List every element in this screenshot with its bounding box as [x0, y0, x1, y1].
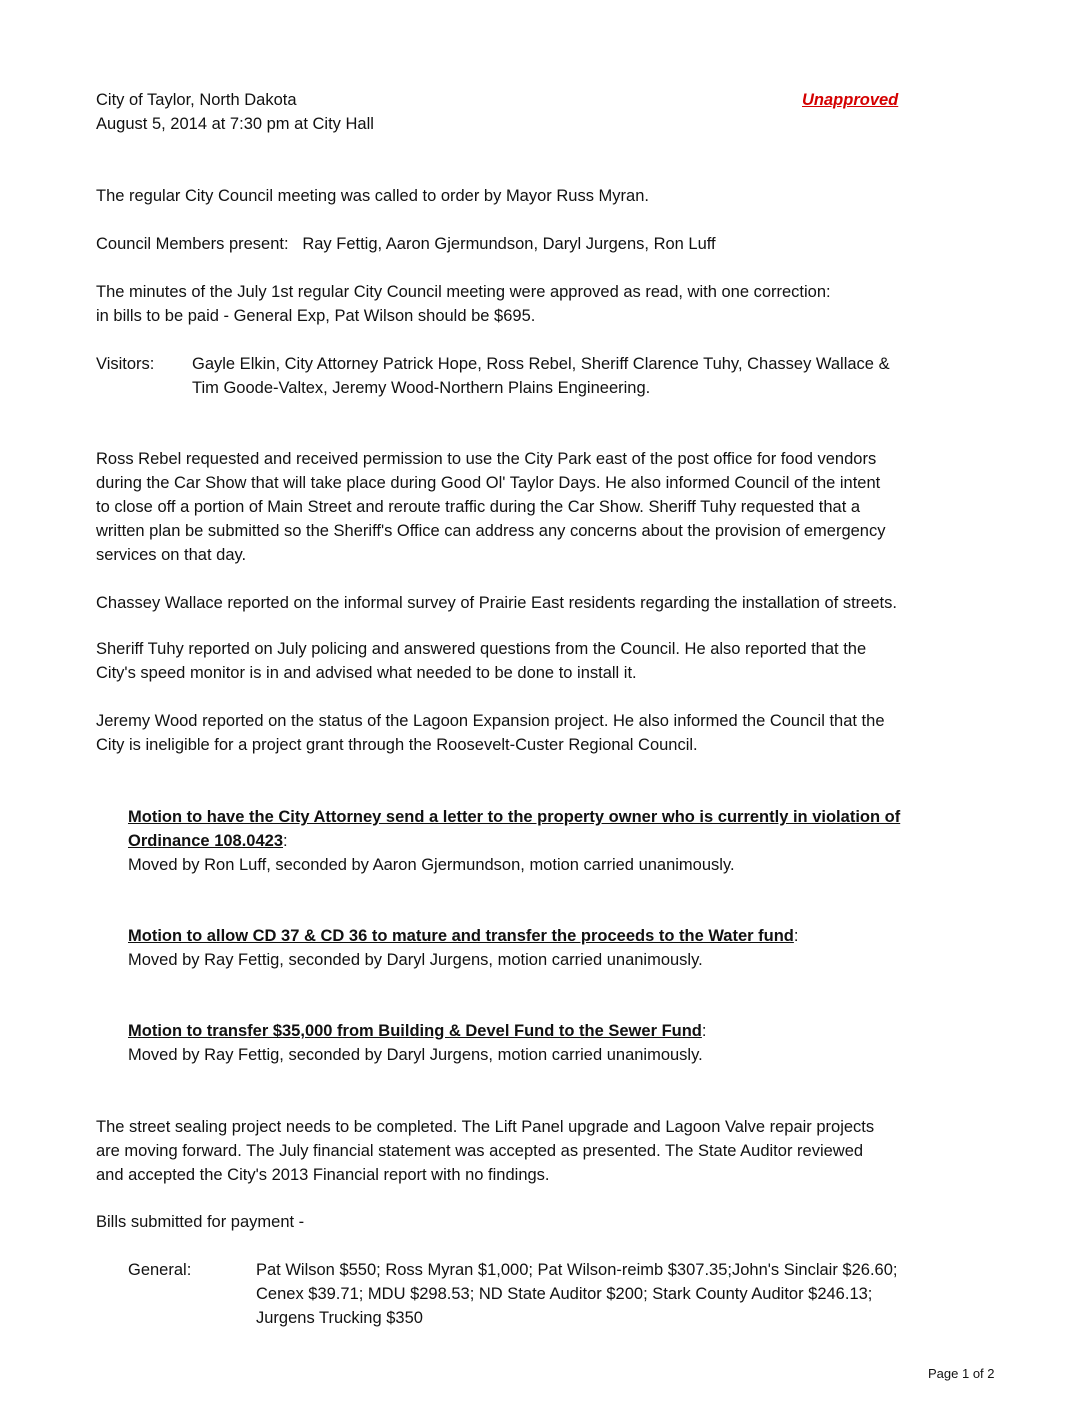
minutes-line: in bills to be paid - General Exp, Pat Wilson should be $695.	[96, 307, 536, 325]
rebel-paragraph	[96, 447, 885, 567]
paragraph-line: to close off a portion of Main Street and reroute traffic during the Car Show. Sheriff Tuhy requested that a	[96, 498, 861, 516]
bills-intro: Bills submitted for payment -	[96, 1213, 305, 1231]
bills-line: Cenex $39.71; MDU $298.53; ND State Auditor $200; Stark County Auditor $246.13;	[256, 1285, 873, 1303]
projects-paragraph	[96, 1115, 874, 1187]
paragraph-line: Ross Rebel requested and received permission to use the City Park east of the post office for food vendors	[96, 450, 877, 468]
status-badge: Unapproved	[802, 91, 899, 109]
bills-line: Pat Wilson $550; Ross Myran $1,000; Pat Wilson-reimb $307.35;John's Sinclair $26.60;	[256, 1261, 898, 1279]
paragraph-line: during the Car Show that will take place during Good Ol' Taylor Days. He also informed Council of the intent	[96, 474, 881, 492]
paragraph-line: and accepted the City's 2013 Financial report with no findings.	[96, 1166, 550, 1184]
visitors-line: Gayle Elkin, City Attorney Patrick Hope, Ross Rebel, Sheriff Clarence Tuhy, Chassey Wallace &	[192, 355, 890, 373]
bills-list	[256, 1258, 897, 1330]
motion-title: Motion to have the City Attorney send a letter to the property owner who is currently in violation of	[128, 808, 901, 826]
bills-label: General:	[128, 1261, 192, 1279]
bills-line: Jurgens Trucking $350	[256, 1309, 423, 1327]
paragraph-line: Sheriff Tuhy reported on July policing and answered questions from the Council. He also reported that the	[96, 640, 867, 658]
paragraph-line: The street sealing project needs to be completed. The Lift Panel upgrade and Lagoon Valve repair projects	[96, 1118, 875, 1136]
visitors-line: Tim Goode-Valtex, Jeremy Wood-Northern Plains Engineering.	[192, 379, 651, 397]
wallace-paragraph: Chassey Wallace reported on the informal survey of Prairie East residents regarding the installation of streets.	[96, 594, 897, 612]
motion-title: Ordinance 108.0423	[128, 832, 284, 850]
motion-detail: Moved by Ron Luff, seconded by Aaron Gjermundson, motion carried unanimously.	[128, 856, 735, 874]
call-to-order: The regular City Council meeting was called to order by Mayor Russ Myran.	[96, 187, 649, 205]
motion-title: Motion to transfer $35,000 from Building & Devel Fund to the Sewer Fund	[128, 1022, 702, 1040]
motion-colon: :	[283, 832, 288, 850]
paragraph-line: are moving forward. The July financial statement was accepted as presented. The State Auditor reviewed	[96, 1142, 864, 1160]
motion-2	[128, 924, 798, 972]
city-name: City of Taylor, North Dakota	[96, 91, 297, 109]
motion-3	[128, 1019, 706, 1067]
motion-colon: :	[701, 1022, 707, 1040]
motion-title: Motion to allow CD 37 & CD 36 to mature and transfer the proceeds to the Water fund	[128, 927, 794, 945]
meeting-date: August 5, 2014 at 7:30 pm at City Hall	[96, 115, 374, 133]
visitors-list	[192, 352, 890, 400]
members-present: Council Members present: Ray Fettig, Aaron Gjermundson, Daryl Jurgens, Ron Luff	[96, 235, 716, 253]
page-number: Page 1 of 2	[928, 1366, 995, 1381]
minutes-line: The minutes of the July 1st regular City Council meeting were approved as read, with one correction:	[96, 283, 831, 301]
motion-detail: Moved by Ray Fettig, seconded by Daryl Jurgens, motion carried unanimously.	[128, 1046, 703, 1064]
motion-colon: :	[793, 927, 799, 945]
paragraph-line: City is ineligible for a project grant through the Roosevelt-Custer Regional Council.	[96, 736, 698, 754]
motion-1	[128, 805, 900, 877]
minutes-paragraph	[96, 280, 831, 328]
paragraph-line: Jeremy Wood reported on the status of the Lagoon Expansion project. He also informed the Council that the	[96, 712, 885, 730]
visitors-label: Visitors:	[96, 355, 155, 373]
paragraph-line: City's speed monitor is in and advised what needed to be done to install it.	[96, 664, 637, 682]
wood-paragraph	[96, 709, 885, 757]
paragraph-line: services on that day.	[96, 546, 247, 564]
paragraph-line: written plan be submitted so the Sheriff's Office can address any concerns about the provision of emergency	[96, 522, 886, 540]
tuhy-paragraph	[96, 637, 866, 685]
motion-detail: Moved by Ray Fettig, seconded by Daryl Jurgens, motion carried unanimously.	[128, 951, 703, 969]
